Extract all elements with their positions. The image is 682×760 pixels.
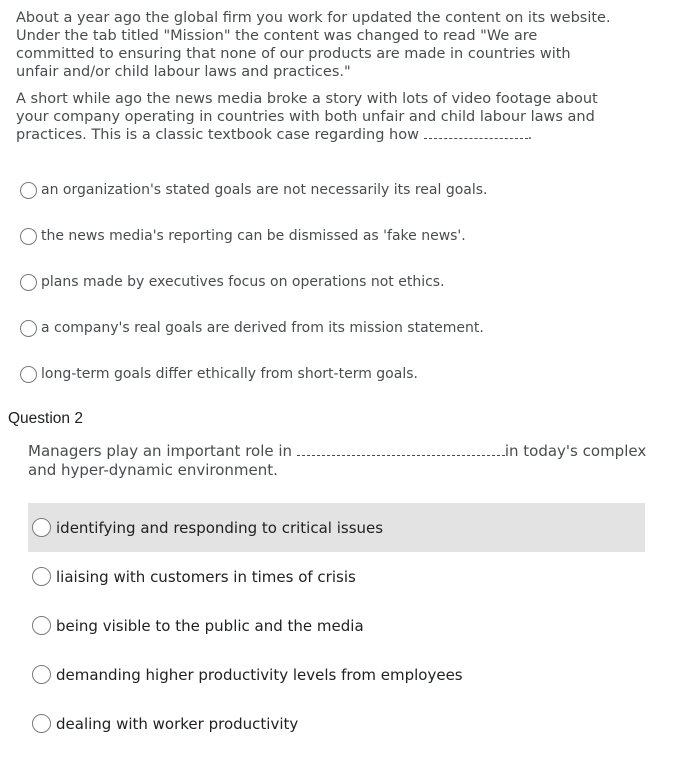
question1-option-label: a company's real goals are derived from its mission statement.	[41, 320, 484, 336]
question1-stem	[16, 9, 616, 144]
question2-stem-line1	[28, 442, 648, 461]
question1-option-label: an organization's stated goals are not necessarily its real goals.	[41, 182, 488, 198]
question1-paragraph2	[16, 90, 616, 144]
question1-option-2[interactable]	[20, 224, 620, 248]
question2-stem	[28, 442, 648, 480]
radio-button-icon[interactable]	[32, 616, 51, 635]
question1-option-3[interactable]	[20, 270, 620, 294]
question2-option-5[interactable]	[28, 699, 645, 748]
radio-button-icon[interactable]	[20, 366, 37, 383]
question1-paragraph2-text: A short while ago the news media broke a story with lots of video footage about your company operating in countries with both unfair and child labour laws and practices. This is a classic textbook case regarding how	[16, 91, 598, 143]
question2-heading: Question 2	[8, 410, 83, 427]
question1-option-5[interactable]	[20, 362, 620, 386]
radio-button-icon[interactable]	[20, 182, 37, 199]
question1-option-label: the news media's reporting can be dismissed as 'fake news'.	[41, 228, 466, 244]
question2-option-label: demanding higher productivity levels from employees	[56, 665, 463, 684]
question1-paragraph1: About a year ago the global firm you work for updated the content on its website. Under the tab titled "Mission" the content was changed to read "We are committed to ensuring that none of our products are made in countries with unfair and/or child labour laws and practices."	[16, 10, 611, 80]
radio-button-icon[interactable]	[32, 714, 51, 733]
question1-blank-suffix: .	[527, 127, 533, 143]
radio-button-icon[interactable]	[20, 320, 37, 337]
question2-stem-line2: and hyper-dynamic environment.	[28, 461, 278, 479]
question2-blank	[297, 443, 505, 456]
question2-option-2[interactable]	[28, 552, 645, 601]
question2-option-label: being visible to the public and the media	[56, 616, 364, 635]
question1-blank	[424, 126, 528, 139]
question2-option-4[interactable]	[28, 650, 645, 699]
question1-option-4[interactable]	[20, 316, 620, 340]
question2-stem-after: in today's complex	[504, 442, 647, 460]
question2-option-label: identifying and responding to critical issues	[56, 518, 384, 537]
question2-stem-before: Managers play an important role in	[28, 442, 293, 460]
radio-button-icon[interactable]	[32, 518, 51, 537]
question1-option-1[interactable]	[20, 178, 620, 202]
question1-option-label: long-term goals differ ethically from short-term goals.	[41, 366, 418, 382]
question2-option-label: liaising with customers in times of crisis	[56, 567, 356, 586]
question2-option-3[interactable]	[28, 601, 645, 650]
question1-option-label: plans made by executives focus on operations not ethics.	[41, 274, 445, 290]
radio-button-icon[interactable]	[32, 567, 51, 586]
question2-option-label: dealing with worker productivity	[56, 714, 299, 733]
radio-button-icon[interactable]	[32, 665, 51, 684]
question2-option-1[interactable]	[28, 503, 645, 552]
radio-button-icon[interactable]	[20, 228, 37, 245]
radio-button-icon[interactable]	[20, 274, 37, 291]
